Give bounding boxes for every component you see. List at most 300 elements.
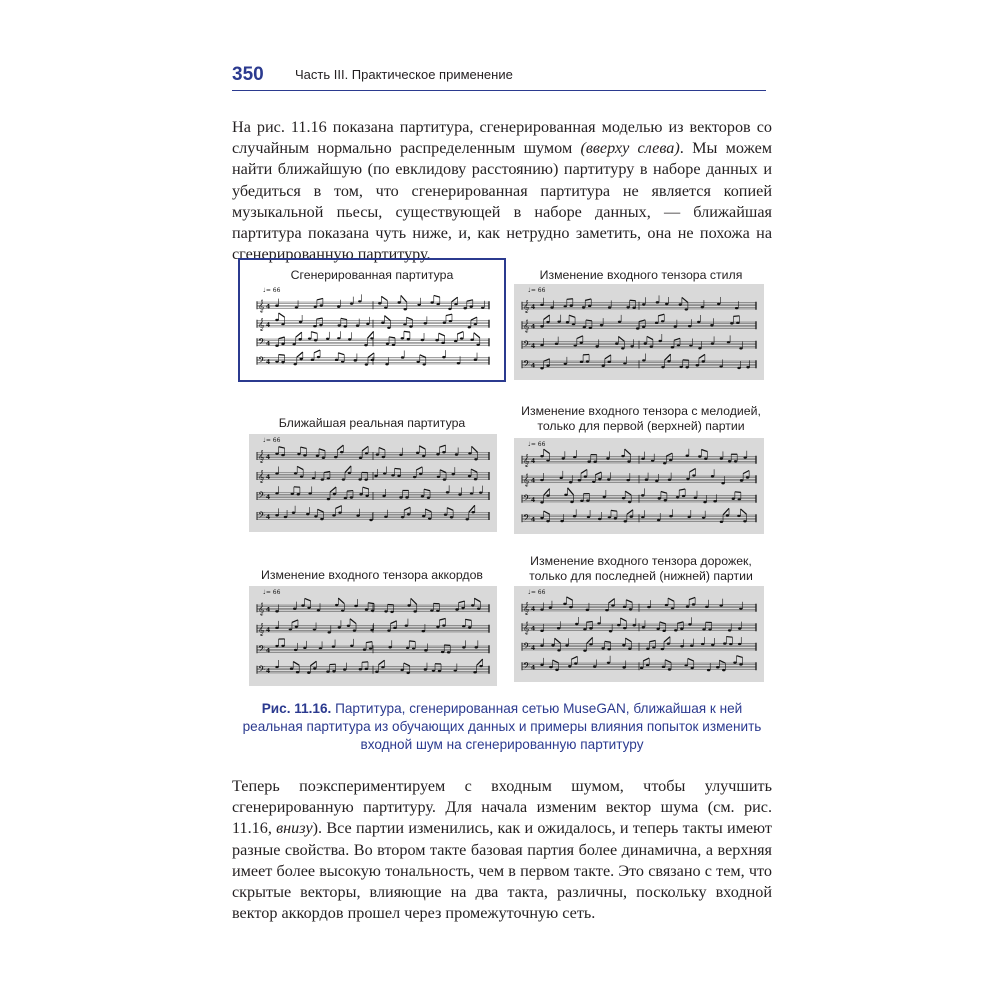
staff bbox=[257, 619, 489, 636]
note-beam bbox=[297, 352, 303, 357]
note-head bbox=[688, 516, 691, 518]
note-head bbox=[275, 645, 278, 647]
note-beam bbox=[544, 489, 550, 496]
note-head bbox=[657, 519, 660, 521]
note-head bbox=[551, 644, 554, 646]
note-beam bbox=[447, 508, 453, 511]
staff bbox=[522, 597, 756, 615]
note-beam bbox=[569, 315, 575, 317]
note-head bbox=[623, 627, 626, 629]
note-head bbox=[338, 324, 341, 326]
note-head bbox=[338, 511, 341, 513]
note-beam bbox=[297, 466, 303, 469]
note-beam bbox=[679, 489, 685, 490]
note-beam bbox=[385, 316, 391, 321]
note-head bbox=[481, 307, 484, 309]
note-head bbox=[602, 365, 605, 367]
paragraph-intro-emphasis: (вверху слева) bbox=[580, 139, 680, 158]
note-beam bbox=[605, 355, 611, 359]
note-head bbox=[664, 499, 667, 501]
note-head bbox=[369, 519, 372, 521]
note-head bbox=[317, 356, 320, 358]
note-head bbox=[685, 366, 688, 368]
note-head bbox=[417, 304, 420, 306]
note-head bbox=[702, 360, 705, 362]
note-head bbox=[550, 306, 553, 308]
note-head bbox=[472, 511, 475, 513]
treble-clef-icon: 𝄞 bbox=[258, 470, 265, 483]
note-head bbox=[446, 491, 449, 493]
note-head bbox=[354, 605, 357, 607]
note-head bbox=[449, 320, 452, 322]
running-title: Часть III. Практическое применение bbox=[295, 67, 513, 82]
note-beam bbox=[677, 622, 683, 623]
note-head bbox=[707, 669, 710, 671]
time-signature: 4 bbox=[531, 496, 536, 504]
note-head bbox=[474, 458, 477, 460]
note-head bbox=[562, 457, 565, 459]
note-head bbox=[607, 648, 610, 650]
note-head bbox=[322, 457, 325, 459]
note-beam bbox=[401, 295, 407, 302]
panel-title: Изменение входного тензора аккордов bbox=[261, 568, 483, 582]
time-signature: 4 bbox=[266, 606, 271, 614]
note-head bbox=[308, 492, 311, 494]
paragraph-experiment-text-1: Теперь поэкспериментируем с входным шумом, чтобы улучшить сгенерированную партитуру. Для начала изменим вектор шума (см. рис. 11.16, bbox=[232, 777, 772, 838]
note-head bbox=[586, 609, 589, 611]
note-head bbox=[746, 476, 749, 478]
note-head bbox=[716, 666, 719, 668]
note-beam bbox=[416, 467, 422, 470]
note-head bbox=[592, 481, 595, 483]
note-head bbox=[739, 347, 742, 349]
note-head bbox=[370, 629, 373, 631]
note-head bbox=[677, 344, 680, 346]
time-signature: 4 bbox=[266, 454, 271, 461]
note-head bbox=[727, 341, 730, 343]
note-head bbox=[589, 643, 592, 645]
note-head bbox=[739, 608, 742, 610]
note-beam bbox=[368, 331, 374, 338]
note-head bbox=[540, 630, 543, 632]
note-head bbox=[580, 361, 583, 363]
note-beam bbox=[317, 298, 323, 299]
note-head bbox=[698, 347, 701, 349]
note-head bbox=[578, 479, 581, 481]
note-head bbox=[462, 646, 465, 648]
note-head bbox=[422, 363, 425, 365]
note-head bbox=[729, 643, 732, 645]
note-head bbox=[723, 642, 726, 644]
note-head bbox=[569, 481, 572, 483]
paragraph-experiment-emphasis: внизу bbox=[276, 819, 313, 838]
note-head bbox=[661, 366, 664, 368]
note-head bbox=[341, 361, 344, 363]
note-head bbox=[405, 624, 408, 626]
time-signature: 4 bbox=[531, 644, 536, 652]
note-head bbox=[600, 324, 603, 326]
note-head bbox=[646, 648, 649, 650]
note-head bbox=[403, 323, 406, 325]
note-head bbox=[364, 344, 367, 346]
note-head bbox=[662, 666, 665, 668]
note-beam bbox=[658, 314, 664, 316]
note-head bbox=[295, 626, 298, 628]
note-head bbox=[608, 516, 611, 518]
note-head bbox=[358, 478, 361, 480]
note-head bbox=[711, 644, 714, 646]
note-head bbox=[344, 497, 347, 499]
staff bbox=[522, 295, 756, 312]
time-signature: 4 bbox=[266, 340, 271, 348]
note-head bbox=[356, 324, 359, 326]
note-head bbox=[455, 608, 458, 610]
note-beam bbox=[626, 600, 632, 602]
note-beam bbox=[701, 449, 707, 451]
note-head bbox=[422, 515, 425, 517]
note-head bbox=[605, 609, 608, 611]
note-head bbox=[682, 495, 685, 497]
time-signature: 4 bbox=[531, 477, 536, 485]
note-head bbox=[427, 497, 430, 499]
note-beam bbox=[586, 320, 592, 321]
staff bbox=[257, 445, 489, 463]
note-head bbox=[667, 360, 670, 362]
note-head bbox=[314, 306, 317, 308]
treble-clef-icon: 𝄞 bbox=[258, 602, 265, 616]
note-head bbox=[401, 337, 404, 339]
note-head bbox=[337, 337, 340, 339]
note-head bbox=[618, 321, 621, 323]
note-head bbox=[295, 306, 298, 308]
note-beam bbox=[665, 354, 671, 360]
note-head bbox=[457, 362, 460, 364]
note-head bbox=[728, 629, 731, 631]
note-head bbox=[589, 627, 592, 629]
note-head bbox=[583, 326, 586, 328]
treble-clef-icon: 𝄞 bbox=[523, 473, 530, 487]
note-beam bbox=[682, 297, 688, 302]
note-beam bbox=[424, 489, 430, 491]
note-head bbox=[626, 306, 629, 308]
note-beam bbox=[381, 296, 387, 300]
note-beam bbox=[404, 663, 410, 666]
paragraph-intro-text-1: На рис. 11.16 показана партитура, сгенерированная моделью из векторов со случайным нормально распределенным шумом bbox=[232, 118, 772, 158]
note-beam bbox=[279, 337, 285, 339]
note-head bbox=[443, 321, 446, 323]
note-beam bbox=[639, 320, 645, 322]
note-head bbox=[667, 642, 670, 644]
treble-clef-icon: 𝄞 bbox=[523, 299, 530, 313]
note-beam bbox=[477, 659, 483, 665]
note-head bbox=[332, 514, 335, 516]
note-head bbox=[388, 646, 391, 648]
note-head bbox=[557, 321, 560, 323]
note-head bbox=[665, 604, 668, 606]
note-head bbox=[448, 308, 451, 310]
note-beam bbox=[338, 598, 344, 603]
note-head bbox=[473, 671, 476, 673]
note-head bbox=[299, 358, 302, 360]
tempo-mark: ♩= 66 bbox=[528, 589, 546, 596]
note-beam bbox=[649, 641, 655, 642]
note-head bbox=[387, 629, 390, 631]
note-head bbox=[454, 669, 457, 671]
note-head bbox=[630, 516, 633, 518]
note-head bbox=[319, 324, 322, 326]
note-head bbox=[570, 501, 573, 503]
note-head bbox=[338, 626, 341, 628]
note-beam bbox=[311, 332, 317, 334]
note-head bbox=[461, 607, 464, 609]
note-beam bbox=[581, 470, 587, 474]
time-signature: 4 bbox=[266, 358, 271, 366]
treble-clef-icon: 𝄞 bbox=[258, 450, 265, 463]
note-beam bbox=[474, 598, 480, 601]
note-head bbox=[463, 307, 466, 309]
note-beam bbox=[605, 641, 611, 642]
note-head bbox=[651, 460, 654, 462]
note-beam bbox=[350, 619, 356, 624]
time-signature: 4 bbox=[531, 664, 536, 672]
bass-clef-icon: 𝄢 bbox=[258, 490, 266, 503]
note-beam bbox=[587, 637, 593, 643]
note-beam bbox=[611, 510, 617, 511]
panel-melody-change bbox=[514, 404, 768, 534]
note-beam bbox=[345, 466, 351, 473]
note-beam bbox=[440, 619, 446, 620]
treble-clef-icon: 𝄞 bbox=[258, 622, 265, 636]
note-head bbox=[354, 359, 357, 361]
note-beam bbox=[411, 598, 417, 604]
note-head bbox=[642, 326, 645, 328]
note-head bbox=[454, 340, 457, 342]
note-head bbox=[607, 662, 610, 664]
note-head bbox=[400, 669, 403, 671]
note-head bbox=[546, 459, 549, 461]
tempo-mark: ♩= 66 bbox=[263, 287, 281, 294]
note-head bbox=[732, 498, 735, 500]
note-head bbox=[705, 606, 708, 608]
note-head bbox=[397, 475, 400, 477]
note-head bbox=[468, 475, 471, 477]
note-head bbox=[574, 662, 577, 664]
note-beam bbox=[544, 449, 550, 453]
note-head bbox=[275, 344, 278, 346]
paragraph-experiment bbox=[232, 776, 772, 924]
note-head bbox=[726, 514, 729, 516]
score-image bbox=[249, 284, 497, 376]
time-signature: 4 bbox=[531, 342, 536, 350]
panel-style-change bbox=[514, 258, 768, 382]
paragraph-experiment-text-2: ). Все партии изменились, как и ожидалось, и теперь такты имеют разные свойства. Во втором такте базовая партия более динамична, а верхняя имеет более высокую тональность, чем в первом такте. Это связано с тем, что скрытые векторы, влияющие на два такта, различны, поскольку входной вектор аккордов прошел через промежуточную сеть. bbox=[232, 819, 772, 923]
note-head bbox=[641, 457, 644, 459]
note-head bbox=[671, 346, 674, 348]
note-head bbox=[622, 497, 625, 499]
note-head bbox=[293, 363, 296, 365]
note-head bbox=[583, 649, 586, 651]
note-head bbox=[364, 478, 367, 480]
note-head bbox=[384, 306, 387, 308]
note-head bbox=[593, 665, 596, 667]
note-head bbox=[307, 607, 310, 609]
note-beam bbox=[625, 638, 631, 642]
note-head bbox=[546, 520, 549, 522]
note-head bbox=[679, 303, 682, 305]
note-head bbox=[540, 644, 543, 646]
note-head bbox=[340, 451, 343, 453]
note-head bbox=[444, 513, 447, 515]
note-head bbox=[730, 322, 733, 324]
note-head bbox=[570, 305, 573, 307]
note-head bbox=[692, 603, 695, 605]
note-head bbox=[690, 644, 693, 646]
note-head bbox=[738, 643, 741, 645]
note-head bbox=[704, 457, 707, 459]
note-beam bbox=[279, 447, 285, 448]
note-head bbox=[332, 645, 335, 647]
panel-generated-score bbox=[238, 258, 506, 382]
note-head bbox=[398, 301, 401, 303]
note-head bbox=[586, 360, 589, 362]
bass-clef-icon: 𝄢 bbox=[523, 512, 531, 526]
note-head bbox=[560, 477, 563, 479]
note-head bbox=[381, 666, 384, 668]
staff bbox=[522, 449, 756, 467]
note-head bbox=[281, 645, 284, 647]
note-head bbox=[292, 343, 295, 345]
note-beam bbox=[379, 448, 385, 450]
note-head bbox=[565, 644, 568, 646]
note-beam bbox=[688, 658, 694, 661]
note-head bbox=[326, 338, 329, 340]
note-head bbox=[335, 359, 338, 361]
note-head bbox=[586, 499, 589, 501]
note-head bbox=[702, 517, 705, 519]
note-head bbox=[275, 666, 278, 668]
note-head bbox=[659, 340, 662, 342]
note-head bbox=[617, 624, 620, 626]
note-head bbox=[474, 323, 477, 325]
note-head bbox=[746, 366, 749, 368]
note-head bbox=[443, 478, 446, 480]
note-head bbox=[589, 327, 592, 329]
time-signature: 4 bbox=[531, 516, 536, 524]
note-head bbox=[393, 627, 396, 629]
note-head bbox=[447, 651, 450, 653]
note-head bbox=[720, 521, 723, 523]
note-beam bbox=[595, 472, 601, 475]
note-head bbox=[661, 648, 664, 650]
staff bbox=[257, 294, 489, 312]
time-signature: 4 bbox=[531, 457, 536, 465]
note-head bbox=[359, 668, 362, 670]
running-header bbox=[232, 62, 766, 91]
note-head bbox=[737, 515, 740, 517]
note-head bbox=[685, 308, 688, 310]
note-head bbox=[701, 643, 704, 645]
note-head bbox=[568, 665, 571, 667]
time-signature: 4 bbox=[266, 667, 271, 675]
note-head bbox=[573, 515, 576, 517]
note-head bbox=[275, 492, 278, 494]
note-head bbox=[650, 345, 653, 347]
note-head bbox=[656, 628, 659, 630]
note-head bbox=[655, 480, 658, 482]
note-head bbox=[717, 303, 720, 305]
note-beam bbox=[434, 295, 440, 297]
note-head bbox=[739, 663, 742, 665]
note-head bbox=[603, 496, 606, 498]
note-head bbox=[540, 517, 543, 519]
note-head bbox=[436, 453, 439, 455]
tempo-mark: ♩= 66 bbox=[528, 287, 546, 294]
note-head bbox=[555, 342, 558, 344]
note-head bbox=[738, 627, 741, 629]
staff bbox=[522, 508, 756, 525]
note-head bbox=[307, 672, 310, 674]
note-head bbox=[358, 300, 361, 302]
note-head bbox=[540, 501, 543, 503]
note-head bbox=[298, 338, 301, 340]
note-beam bbox=[555, 638, 561, 643]
note-head bbox=[540, 367, 543, 369]
note-head bbox=[460, 337, 463, 339]
note-head bbox=[435, 339, 438, 341]
note-beam bbox=[338, 353, 344, 355]
note-head bbox=[365, 363, 368, 365]
note-beam bbox=[314, 350, 320, 353]
note-head bbox=[328, 631, 331, 633]
note-head bbox=[671, 607, 674, 609]
note-head bbox=[696, 364, 699, 366]
note-head bbox=[595, 345, 598, 347]
note-head bbox=[424, 322, 427, 324]
note-beam bbox=[407, 317, 413, 319]
bass-clef-icon: 𝄢 bbox=[258, 663, 266, 677]
note-head bbox=[468, 626, 471, 628]
note-head bbox=[737, 367, 740, 369]
treble-clef-icon: 𝄞 bbox=[258, 299, 265, 313]
note-head bbox=[371, 609, 374, 611]
staff bbox=[522, 637, 756, 654]
staff bbox=[522, 656, 756, 674]
staff bbox=[522, 353, 756, 371]
note-head bbox=[275, 319, 278, 321]
note-beam bbox=[472, 446, 478, 452]
note-head bbox=[363, 648, 366, 650]
tempo-mark: ♩= 66 bbox=[263, 437, 281, 444]
note-head bbox=[422, 630, 425, 632]
panel-title: Сгенерированная партитура bbox=[290, 268, 454, 282]
note-head bbox=[676, 496, 679, 498]
note-head bbox=[470, 492, 473, 494]
note-head bbox=[627, 479, 630, 481]
note-beam bbox=[440, 470, 446, 473]
note-beam bbox=[571, 656, 577, 659]
note-head bbox=[665, 303, 668, 305]
note-beam bbox=[647, 336, 653, 339]
figure-caption bbox=[232, 700, 772, 754]
note-head bbox=[475, 646, 478, 648]
note-head bbox=[344, 325, 347, 327]
note-head bbox=[356, 515, 359, 517]
note-head bbox=[327, 498, 330, 500]
note-head bbox=[436, 303, 439, 305]
note-head bbox=[342, 478, 345, 480]
note-head bbox=[432, 670, 435, 672]
note-beam bbox=[741, 509, 747, 514]
